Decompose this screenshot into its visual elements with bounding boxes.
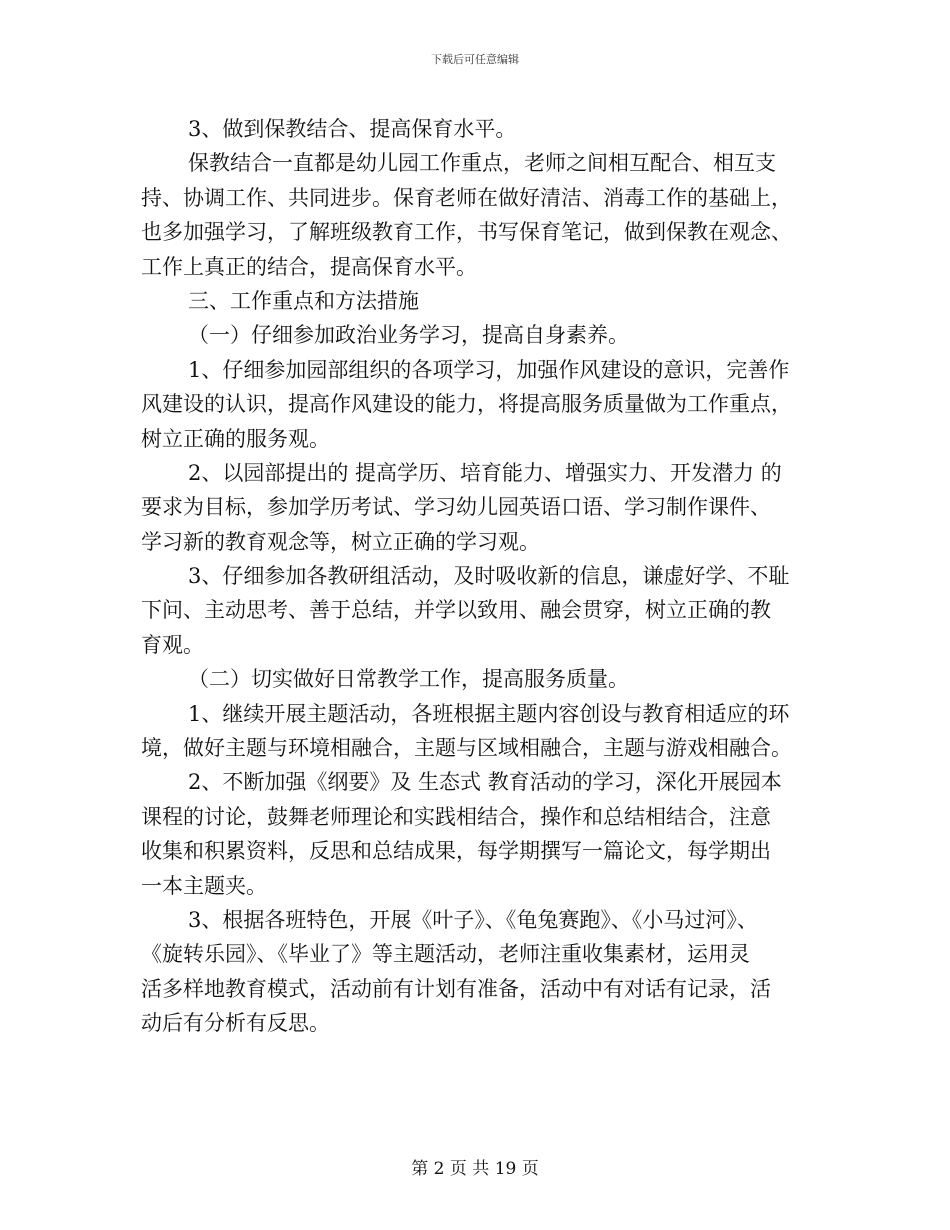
paragraph-line: 3、仔细参加各教研组活动，及时吸收新的信息，谦虚好学、不耻 xyxy=(188,564,790,589)
paragraph-line: 持、协调工作、共同进步。保育老师在做好清洁、消毒工作的基础上， xyxy=(141,185,792,210)
subsection-heading: （一）仔细参加政治业务学习，提高自身素养。 xyxy=(188,323,629,348)
paragraph-line: 《旋转乐园》、《毕业了》等主题活动，老师注重收集素材，运用灵 xyxy=(141,942,750,967)
paragraph-line: 育观。 xyxy=(141,632,204,657)
paragraph-line: 动后有分析有反思。 xyxy=(141,1011,330,1036)
paragraph-line: 2、不断加强《纲要》及 生态式 教育活动的学习，深化开展园本 xyxy=(188,770,782,795)
section-heading: 三、工作重点和方法措施 xyxy=(188,288,419,313)
paragraph-line: 也多加强学习，了解班级教育工作，书写保育笔记，做到保教在观念、 xyxy=(141,220,792,245)
subsection-heading: （二）切实做好日常教学工作，提高服务质量。 xyxy=(188,667,629,692)
paragraph-line: 1、继续开展主题活动，各班根据主题内容创设与教育相适应的环 xyxy=(188,701,790,726)
page-header: 下载后可任意编辑 xyxy=(431,53,519,66)
paragraph-line: 学习新的教育观念等，树立正确的学习观。 xyxy=(141,529,540,554)
document-body xyxy=(141,112,831,1041)
paragraph-line: 风建设的认识，提高作风建设的能力，将提高服务质量做为工作重点， xyxy=(141,392,792,417)
paragraph-line: 境，做好主题与环境相融合，主题与区域相融合，主题与游戏相融合。 xyxy=(141,736,792,761)
paragraph-line: 3、根据各班特色，开展《叶子》、《龟兔赛跑》、《小马过河》、 xyxy=(188,907,758,932)
paragraph-line: 1、仔细参加园部组织的各项学习，加强作风建设的意识，完善作 xyxy=(188,357,790,382)
paragraph-line: 活多样地教育模式，活动前有计划有准备，活动中有对话有记录，活 xyxy=(141,976,771,1001)
paragraph-line: 保教结合一直都是幼儿园工作重点，老师之间相互配合、相互支 xyxy=(188,151,776,176)
paragraph-line: 工作上真正的结合，提高保育水平。 xyxy=(141,254,477,279)
paragraph-line: 2、以园部提出的 提高学历、培育能力、增强实力、开发潜力 的 xyxy=(188,460,782,485)
paragraph-line: 要求为目标，参加学历考试、学习幼儿园英语口语、学习制作课件、 xyxy=(141,495,771,520)
paragraph-line: 收集和积累资料，反思和总结成果，每学期撰写一篇论文，每学期出 xyxy=(141,839,771,864)
page-number-footer: 第 2 页 共 19 页 xyxy=(411,1159,539,1179)
paragraph-line: 树立正确的服务观。 xyxy=(141,426,330,451)
paragraph-line: 下问、主动思考、善于总结，并学以致用、融会贯穿，树立正确的教 xyxy=(141,598,771,623)
paragraph-line: 3、做到保教结合、提高保育水平。 xyxy=(188,117,517,141)
paragraph-line: 课程的讨论，鼓舞老师理论和实践相结合，操作和总结相结合，注意 xyxy=(141,804,771,829)
paragraph-line: 一本主题夹。 xyxy=(141,873,267,898)
